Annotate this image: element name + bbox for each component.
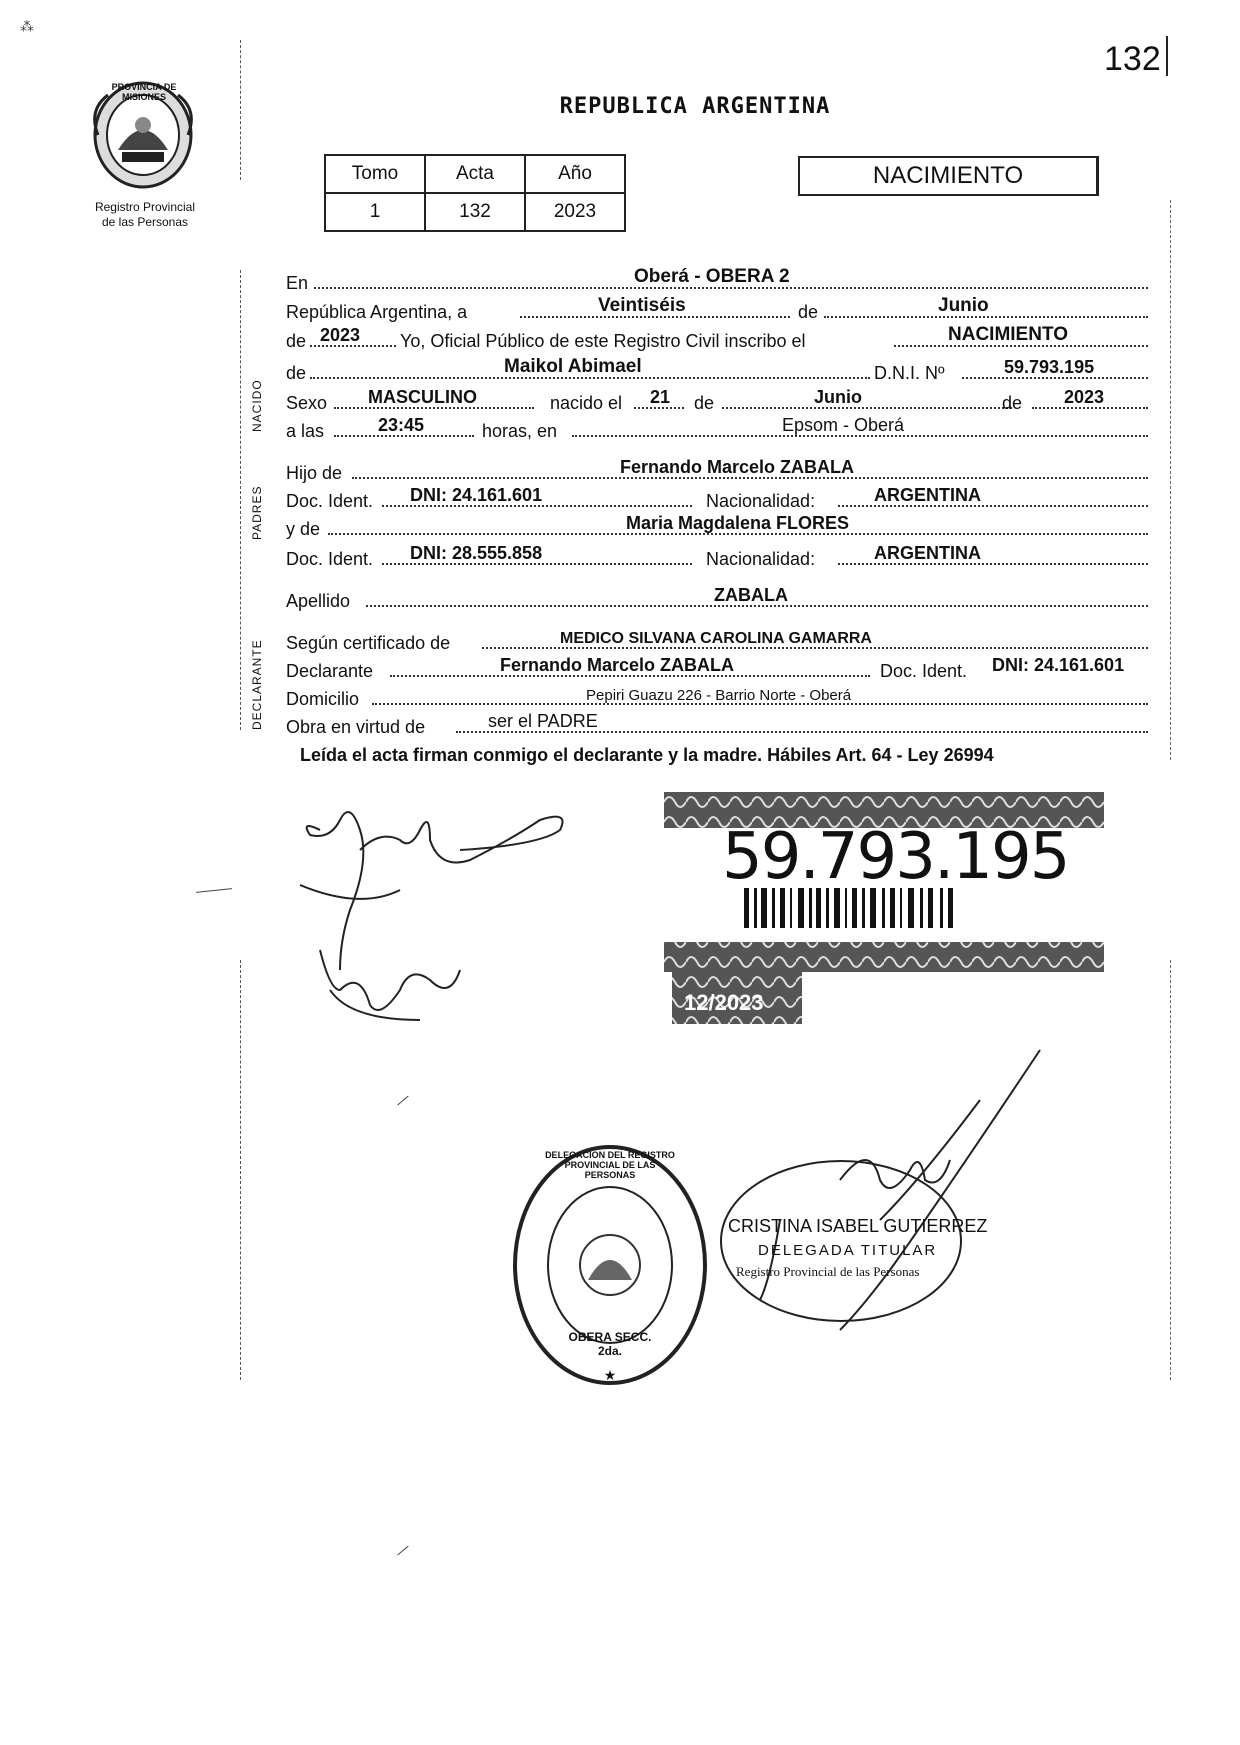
value-acta: 132 (425, 193, 525, 231)
label-y-de: y de (286, 519, 321, 539)
edge-mark (1166, 36, 1168, 76)
label-de: de (694, 393, 715, 413)
row-fecha (286, 295, 1148, 323)
value-padre: Fernando Marcelo ZABALA (620, 457, 855, 477)
row-nombre (286, 356, 1148, 384)
row-en (286, 266, 1148, 294)
value-hora: 23:45 (378, 415, 425, 435)
value-sexo: MASCULINO (368, 387, 477, 407)
label-de: de (798, 302, 819, 322)
side-label-nacido: NACIDO (250, 379, 264, 432)
value-inscribo: NACIMIENTO (948, 324, 1068, 345)
right-margin-line (1170, 200, 1171, 760)
page-number: 132 (1104, 40, 1161, 78)
left-margin-line (240, 40, 241, 180)
row-madre (286, 512, 1148, 540)
scan-mark (397, 1096, 408, 1106)
label-doc-ident: Doc. Ident. (286, 549, 374, 569)
value-madre-nacionalidad: ARGENTINA (874, 543, 981, 563)
label-declarante: Declarante (286, 661, 374, 681)
signature-declarante (280, 790, 600, 1040)
value-apellido: ZABALA (714, 585, 788, 605)
label-a-las: a las (286, 421, 325, 441)
label-en: En (286, 273, 309, 293)
row-certificado (286, 626, 1148, 654)
logo-caption-line1: Registro Provincial (94, 200, 196, 214)
closing-text: Leída el acta firman conmigo el declarante y la madre. Hábiles Art. 64 - Ley 26994 (300, 745, 994, 765)
right-margin-line (1170, 960, 1171, 1380)
value-certificado: MEDICO SILVANA CAROLINA GAMARRA (560, 630, 872, 647)
label-nacionalidad: Nacionalidad: (706, 549, 816, 569)
row-padre-doc (286, 484, 1148, 512)
label-apellido: Apellido (286, 591, 351, 611)
value-dia-letras: Veintiséis (598, 295, 686, 316)
scan-mark (196, 888, 232, 893)
row-domicilio (286, 682, 1148, 710)
value-padre-nacionalidad: ARGENTINA (874, 485, 981, 505)
signature-oficial (740, 1040, 1050, 1340)
row-obra (286, 710, 1148, 738)
round-seal-bottom-text: OBERA SECC. 2da. (568, 1330, 652, 1358)
row-sexo (286, 386, 1148, 414)
label-nacionalidad: Nacionalidad: (706, 491, 816, 511)
value-tomo: 1 (325, 193, 425, 231)
label-horas-en: horas, en (482, 421, 558, 441)
label-de: de (1002, 393, 1023, 413)
value-domicilio: Pepiri Guazu 226 - Barrio Norte - Oberá (586, 687, 852, 704)
scan-mark: ⁂ (20, 18, 34, 34)
label-hijo-de: Hijo de (286, 463, 343, 483)
scan-mark (397, 1546, 408, 1556)
value-anio-nacimiento: 2023 (1064, 387, 1105, 407)
side-label-padres: PADRES (250, 485, 264, 540)
value-anio: 2023 (525, 193, 625, 231)
value-declarante: Fernando Marcelo ZABALA (500, 655, 735, 675)
round-seal-ring-text: DELEGACION DEL REGISTRO PROVINCIAL DE LAS PERSONAS (545, 1150, 675, 1180)
header-anio: Año (525, 155, 625, 193)
row-inscripcion (286, 324, 1148, 352)
row-hora (286, 414, 1148, 442)
svg-text:★: ★ (603, 1367, 617, 1383)
label-segun-certificado: Según certificado de (286, 633, 451, 653)
value-lugar-registro: Oberá - OBERA 2 (634, 266, 790, 287)
value-dia-nacimiento: 21 (650, 387, 671, 407)
logo-caption (70, 200, 220, 230)
stamp-official-name: CRISTINA ISABEL GUTIERREZ (728, 1216, 988, 1236)
label-dni: D.N.I. Nº (874, 363, 945, 383)
label-sexo: Sexo (286, 393, 328, 413)
label-yo-oficial: Yo, Oficial Público de este Registro Civil inscribo el (400, 331, 806, 351)
label-republica: República Argentina, a (286, 302, 468, 322)
logo-ring-text: PROVINCIA DE MISIONES (111, 82, 177, 102)
dni-sticker-number: 59.793.195 (722, 820, 1069, 894)
value-mes: Junio (938, 295, 989, 316)
row-apellido (286, 584, 1148, 612)
header-tomo: Tomo (325, 155, 425, 193)
label-declarante-doc: Doc. Ident. (880, 661, 968, 681)
value-madre: Maria Magdalena FLORES (626, 513, 850, 533)
left-margin-line (240, 270, 241, 730)
value-madre-dni: DNI: 28.555.858 (410, 543, 543, 563)
dni-sticker-date: 12/2023 (684, 990, 764, 1015)
stamp-official-office: Registro Provincial de las Personas (736, 1264, 920, 1279)
row-madre-doc (286, 542, 1148, 570)
value-lugar-nacimiento: Epsom - Oberá (782, 415, 905, 435)
row-declarante (286, 654, 1148, 682)
value-obra: ser el PADRE (488, 711, 598, 731)
label-nacido-el: nacido el (550, 393, 623, 413)
value-declarante-dni: DNI: 24.161.601 (992, 655, 1125, 675)
stamp-official-role: DELEGADA TITULAR (758, 1242, 938, 1259)
record-table (324, 154, 626, 232)
value-anio: 2023 (320, 325, 361, 345)
value-dni: 59.793.195 (1004, 357, 1095, 377)
record-type-box: NACIMIENTO (798, 156, 1099, 196)
logo-caption-line2: de las Personas (101, 215, 189, 229)
label-de: de (286, 363, 307, 383)
label-domicilio: Domicilio (286, 689, 360, 709)
left-margin-line (240, 960, 241, 1380)
label-obra-en-virtud: Obra en virtud de (286, 717, 426, 737)
row-padre (286, 456, 1148, 484)
side-label-declarante: DECLARANTE (250, 639, 264, 730)
label-de: de (286, 331, 307, 351)
dotted-line (722, 407, 1012, 409)
value-mes-nacimiento: Junio (814, 387, 862, 407)
label-doc-ident: Doc. Ident. (286, 491, 374, 511)
value-nombre: Maikol Abimael (504, 356, 642, 377)
value-padre-dni: DNI: 24.161.601 (410, 485, 543, 505)
header-acta: Acta (425, 155, 525, 193)
document-title: REPUBLICA ARGENTINA (559, 94, 831, 119)
